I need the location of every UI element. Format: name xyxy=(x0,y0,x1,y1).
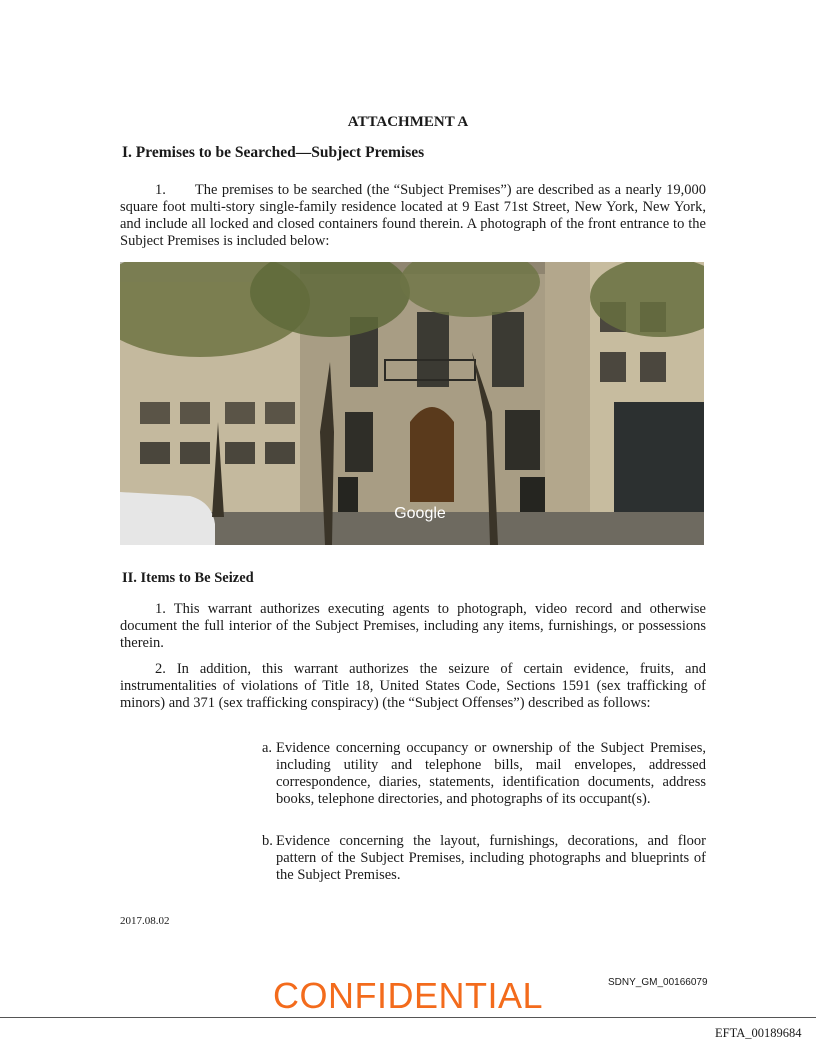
paragraph-premises-description: 1. The premises to be searched (the “Subject Premises”) are described as a nearly 19,000 square foot multi-story single-family residence located at 9 East 71st Street, New York, New York, and include all locked and closed containers found therein. A photograph of the front entrance to the Subject Premises is included below: xyxy=(120,182,706,249)
list-item xyxy=(262,833,706,884)
efta-number: EFTA_00189684 xyxy=(715,1026,802,1040)
section-heading-premises: I. Premises to be Searched—Subject Premises xyxy=(122,144,425,161)
paragraph-photograph-authority: 1. This warrant authorizes executing agents to photograph, video record and otherwise document the full interior of the Subject Premises, including any items, furnishings, or possessions therein. xyxy=(120,601,706,651)
list-item xyxy=(262,740,706,808)
list-item-letter: b. xyxy=(262,833,273,849)
document-date: 2017.08.02 xyxy=(120,915,170,927)
footer-divider xyxy=(0,1017,816,1018)
bates-number: SDNY_GM_00166079 xyxy=(608,977,708,988)
google-watermark: Google xyxy=(394,505,446,522)
confidential-stamp: CONFIDENTIAL xyxy=(272,975,544,1016)
attachment-title: ATTACHMENT A xyxy=(347,114,469,130)
list-item-text: Evidence concerning occupancy or ownership of the Subject Premises, including utility and telephone bills, mail envelopes, addressed correspondence, diaries, statements, identification documents, address books, telephone directories, and photographs of its occupant(s). xyxy=(276,740,706,807)
list-item-letter: a. xyxy=(262,740,273,756)
paragraph-seizure-authority: 2. In addition, this warrant authorizes the seizure of certain evidence, fruits, and instrumentalities of violations of Title 18, United States Code, Sections 1591 (sex trafficking of minors) and 371 (sex trafficking conspiracy) (the “Subject Offenses”) described as follows: xyxy=(120,661,706,711)
list-item-text: Evidence concerning the layout, furnishings, decorations, and floor pattern of the Subject Premises, including photographs and blueprints of the Subject Premises. xyxy=(276,833,706,883)
front-entrance-photograph xyxy=(120,262,704,545)
section-heading-items: II. Items to Be Seized xyxy=(122,570,254,586)
